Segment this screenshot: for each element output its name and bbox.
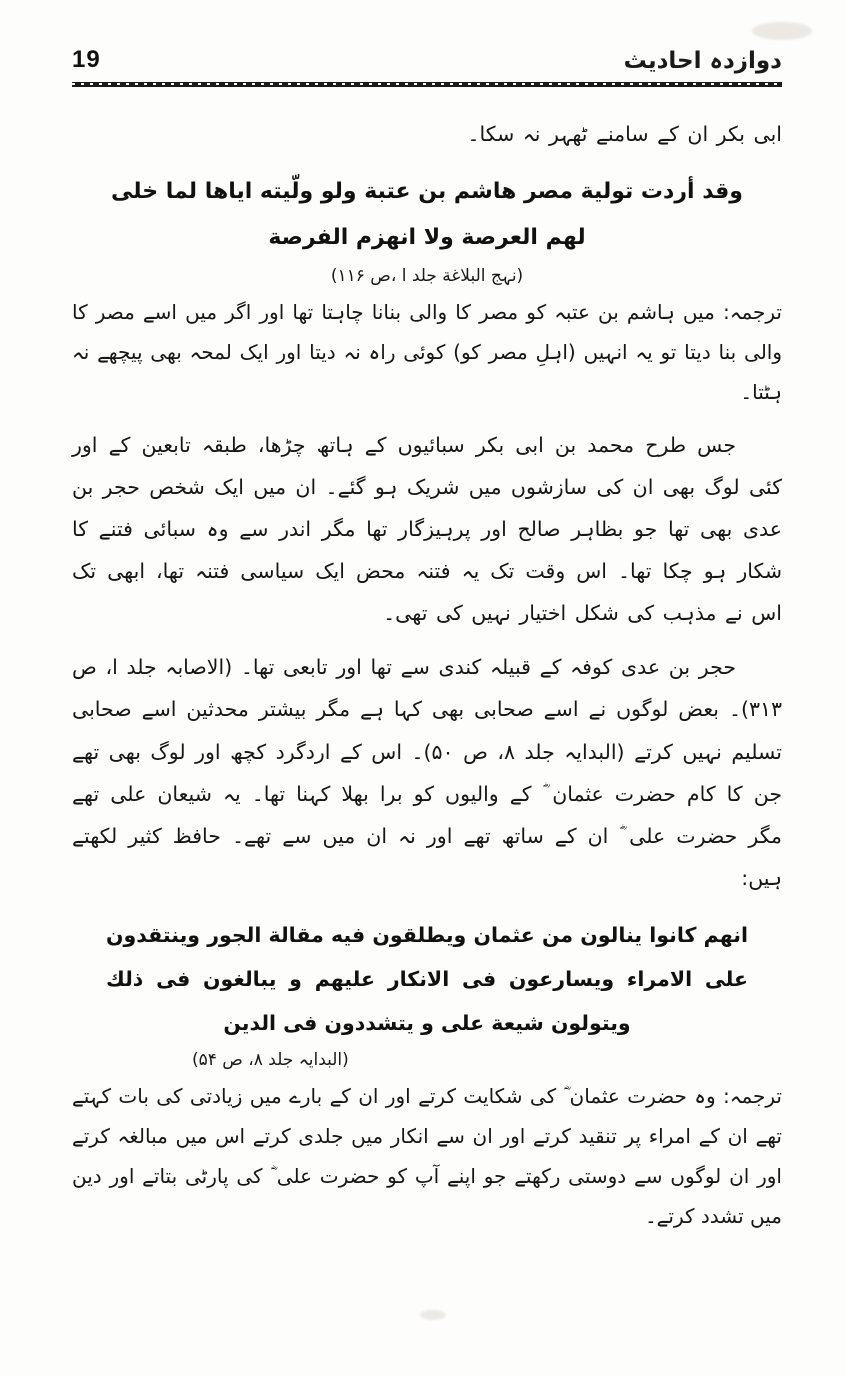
opening-line: ابی بکر ان کے سامنے ٹھہر نہ سکا۔	[467, 122, 782, 146]
paragraph-2: حجر بن عدی کوفہ کے قبیلہ کندی سے تھا اور تابعی تھا۔ (الاصابہ جلد ا، ص ۳۱۳)۔ بعض لوگوں نے اسے صحابی بھی کہا ہے مگر بیشتر محدثین اسے صحابی تسلیم نہیں کرتے (البدایہ جلد ۸، ص ۵۰)۔ اس کے اردگرد کچھ اور لوگ بھی تھے جن کا کام حضرت عثمان ؓ کے والیوں کو برا بھلا کہنا تھا۔ یہ شیعان علی تھے مگر حضرت علی ؓ ان کے ساتھ تھے اور نہ ان میں سے تھے۔ حافظ کثیر لکھتے ہیں:	[72, 655, 782, 890]
arabic-quote-1: وقد أردت تولیة مصر هاشم بن عتبة ولو ولّیته ایاها لما خلی لهم العرصة ولا انهزم الفرصة	[111, 179, 743, 251]
scan-artifact	[420, 1310, 446, 1320]
page-content	[72, 113, 782, 1236]
translation-2: ترجمہ: وہ حضرت عثمان ؓ کی شکایت کرتے اور ان کے بارے میں زیادتی کی بات کہتے تھے ان کے امراء پر تنقید کرتے اور ان سے انکار میں جلدی کرتے اس میں مبالغہ کرتے اور ان لوگوں سے دوستی رکھتے جو اپنے آپ کو حضرت علی ؓ کی پارٹی بتاتے اور دین میں تشدد کرتے۔	[72, 1083, 782, 1228]
page-header	[72, 0, 782, 74]
page-number: 19	[72, 46, 101, 73]
book-title: دوازدہ احادیث	[623, 48, 782, 74]
arabic-quote-1-reference: (نہج البلاغة جلد ا ،ص ۱۱۶)	[330, 266, 524, 287]
arabic-quote-2-reference: (البدایہ جلد ۸، ص ۵۴)	[192, 1049, 349, 1070]
translation-1: ترجمہ: میں ہاشم بن عتبہ کو مصر کا والی بنانا چاہتا تھا اور اگر میں اسے مصر کا والی بنا دیتا تو یہ انہیں (اہلِ مصر کو) کوئی راہ نہ دیتا اور ایک لمحہ بھی پیچھے نہ ہٹتا۔	[72, 300, 782, 405]
paragraph-1: جس طرح محمد بن ابی بکر سبائیوں کے ہاتھ چڑھا، طبقہ تابعین کے اور کئی لوگ بھی ان کی سازشوں میں شریک ہو گئے۔ ان میں ایک شخص حجر بن عدی بھی تھا جو بظاہر صالح اور پرہیزگار تھا مگر اندر سے وہ سبائی فتنے کا شکار ہو چکا تھا۔ اس وقت تک یہ فتنہ محض ایک سیاسی فتنہ تھا، ابھی تک اس نے مذہب کی شکل اختیار نہیں کی تھی۔	[72, 433, 782, 626]
arabic-quote-2: انهم کانوا ینالون من عثمان ویطلقون فیه مقالة الجور وینتقدون علی الامراء ویسارعون فی الانکار علیهم و یبالغون فی ذلك ویتولون شیعة علی و یتشددون فی الدین	[106, 922, 748, 1035]
header-divider	[72, 82, 782, 87]
